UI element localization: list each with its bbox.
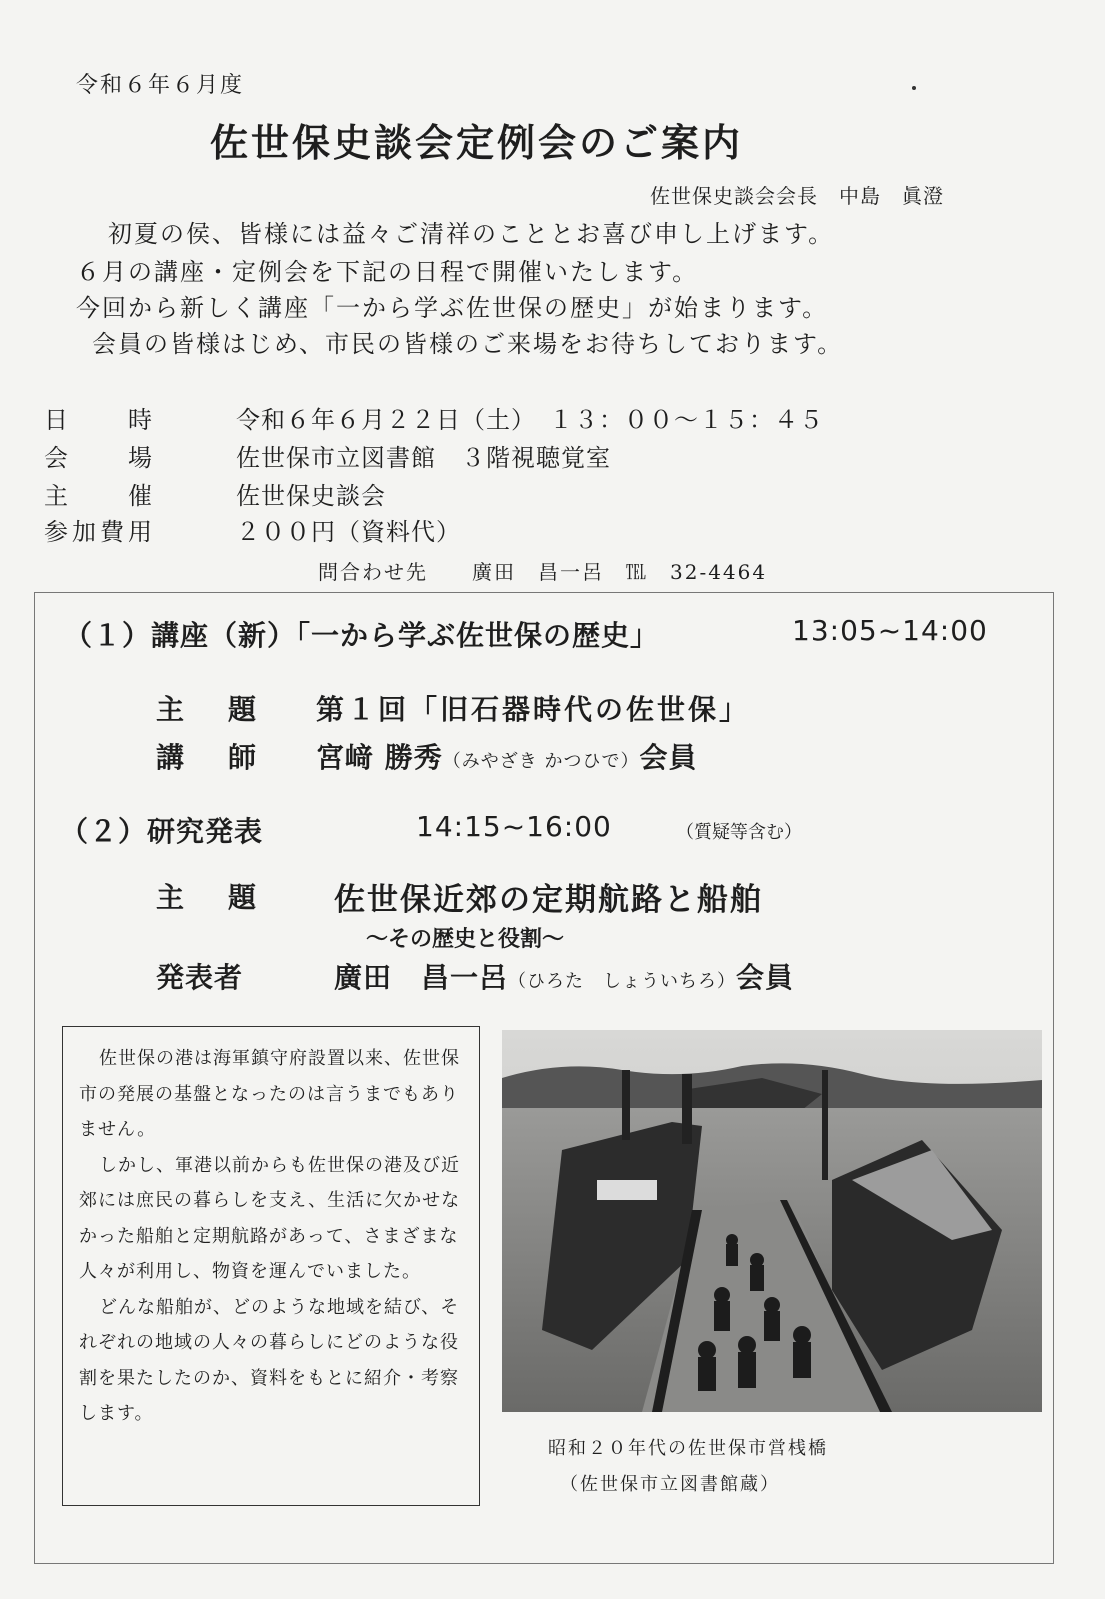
lecture-heading: （１）講座（新）「一から学ぶ佐世保の歴史」 xyxy=(64,619,660,652)
greeting-line-2: ６月の講座・定例会を下記の日程で開催いたします。 xyxy=(76,258,699,286)
photo-caption: 昭和２０年代の佐世保市営桟橋 xyxy=(548,1438,828,1459)
fiscal-month: 令和６年６月度 xyxy=(76,73,245,98)
research-heading: （２）研究発表 xyxy=(60,815,264,848)
research-theme: 佐世保近郊の定期航路と船舶 xyxy=(334,882,763,918)
lecturer-role: 会員 xyxy=(639,741,698,774)
research-theme-label: 主 題 xyxy=(156,881,265,914)
lecturer-reading: （みやざき かつひで） xyxy=(442,751,640,772)
lecture-time: 13:05~14:00 xyxy=(792,614,988,647)
photo-credit: （佐世保市立図書館蔵） xyxy=(560,1474,780,1495)
info-label-fee: 参加費用 xyxy=(44,518,156,546)
greeting-line-1: 初夏の侯、皆様には益々ご清祥のこととお喜び申し上げます。 xyxy=(108,220,835,248)
description-paragraph-3: どんな船舶が、どのような地域を結び、それぞれの地域の人々の暮らしにどのような役割を果たしたのか、資料をもとに紹介・考察します。 xyxy=(79,1296,460,1424)
dot-mark xyxy=(912,86,916,90)
page-title: 佐世保史談会定例会のご案内 xyxy=(210,120,744,165)
pier-photo xyxy=(502,1030,1042,1412)
research-subtitle: 〜その歴史と役割〜 xyxy=(366,926,565,952)
research-time-note: （質疑等含む） xyxy=(676,822,802,843)
presenter-role: 会員 xyxy=(736,961,795,994)
info-value-fee: ２００円（資料代） xyxy=(236,518,461,546)
presenter-reading: （ひろた しょういちろ） xyxy=(508,971,737,992)
description-box xyxy=(62,1026,480,1506)
presenter-line xyxy=(334,956,794,996)
info-value-host: 佐世保史談会 xyxy=(236,482,386,510)
lecturer-line xyxy=(316,736,698,776)
research-time: 14:15~16:00 xyxy=(416,810,612,843)
lecture-theme-label: 主 題 xyxy=(156,693,265,726)
info-value-datetime: 令和６年６月２２日（土） １３：００〜１５：４５ xyxy=(236,406,824,434)
presenter-label: 発表者 xyxy=(156,961,244,994)
info-label-host: 主催 xyxy=(44,482,212,510)
contact-line: 問合わせ先 廣田 昌一呂 ℡ 32-4464 xyxy=(318,560,768,584)
lecturer-name: 宮﨑 勝秀 xyxy=(316,741,443,774)
description-paragraph-1: 佐世保の港は海軍鎮守府設置以来、佐世保市の発展の基盤となったのは言うまでもありません。 xyxy=(79,1048,460,1140)
greeting-line-3: 今回から新しく講座「一から学ぶ佐世保の歴史」が始まります。 xyxy=(76,294,829,322)
lecturer-label: 講 師 xyxy=(156,741,265,774)
presenter-name: 廣田 昌一呂 xyxy=(334,961,509,994)
info-label-datetime: 日時 xyxy=(44,406,212,434)
info-value-venue: 佐世保市立図書館 ３階視聴覚室 xyxy=(236,444,611,472)
author-line: 佐世保史談会会長 中島 眞澄 xyxy=(650,184,944,208)
greeting-line-4: 会員の皆様はじめ、市民の皆様のご来場をお待ちしております。 xyxy=(92,330,844,358)
info-label-venue: 会場 xyxy=(44,444,212,472)
lecture-theme: 第１回「旧石器時代の佐世保」 xyxy=(316,693,751,726)
description-paragraph-2: しかし、軍港以前からも佐世保の港及び近郊には庶民の暮らしを支え、生活に欠かせなかった船舶と定期航路があって、さまざまな人々が利用し、物資を運んでいました。 xyxy=(79,1154,461,1282)
